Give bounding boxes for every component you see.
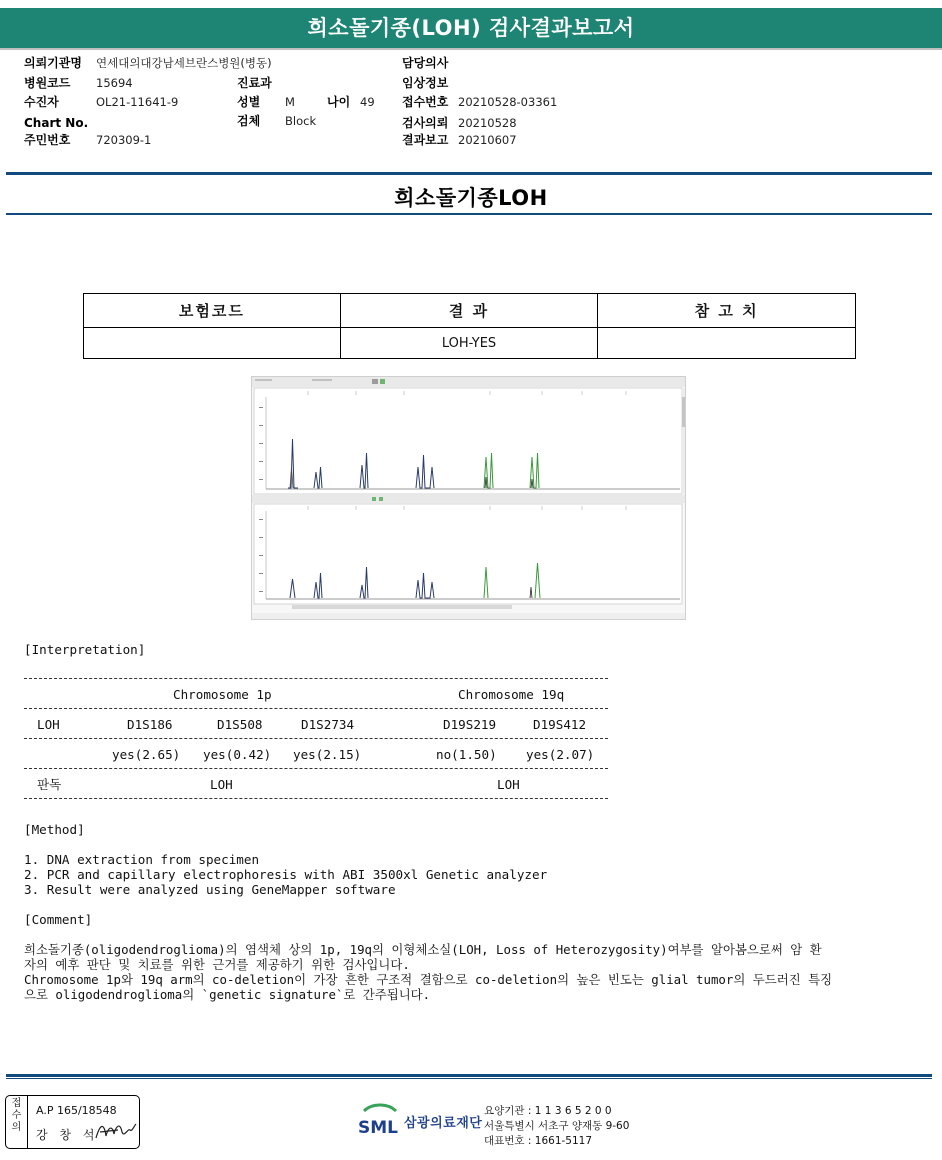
- method-item: 2. PCR and capillary electrophoresis with ABI 3500xl Genetic analyzer: [24, 867, 548, 882]
- report-title: 희소돌기종(LOH) 검사결과보고서: [0, 8, 942, 48]
- marker-d1s186: D1S186: [127, 717, 173, 732]
- marker-d19s412: D19S412: [533, 717, 587, 732]
- chromosome-19q-header: Chromosome 19q: [458, 687, 565, 702]
- interpretation-divider: [24, 708, 608, 709]
- method-heading: [Method]: [24, 822, 85, 837]
- result-table-header: [84, 294, 856, 328]
- resident-no-label: 주민번호: [24, 133, 71, 147]
- interpretation-heading: [Interpretation]: [24, 642, 146, 657]
- reference-cell: [598, 328, 856, 359]
- patient-label: 수진자: [24, 95, 59, 109]
- result-cell: LOH-YES: [340, 328, 598, 359]
- marker-d1s2734: D1S2734: [301, 717, 355, 732]
- verdict-1p: LOH: [210, 777, 233, 792]
- age-label: 나이: [327, 95, 351, 109]
- comment-line: 희소돌기종(oligodendroglioma)의 염색체 상의 1p, 19q의 이형체소실(LOH, Loss of Heterozygosity)여부를 알아봄으로써 암 환: [24, 942, 822, 957]
- footer-rule: [6, 1074, 932, 1077]
- title-divider: [0, 48, 942, 50]
- patient-value: OL21-11641-9: [96, 95, 179, 109]
- result-table-row: [84, 328, 856, 359]
- hospital-code-value: 15694: [96, 76, 133, 90]
- reference-header: 참 고 치: [598, 294, 856, 328]
- specimen-value: Block: [285, 114, 317, 128]
- ap-number: A.P 165/18548: [36, 1104, 117, 1117]
- specimen-label: 검체: [237, 114, 261, 128]
- signature-side-label: [6, 1096, 28, 1148]
- organization-name: 삼광의료재단: [404, 1116, 483, 1131]
- receipt-no-label: 접수번호: [402, 95, 449, 109]
- receipt-no-value: 20210528-03361: [458, 95, 558, 109]
- address: 서울특별시 서초구 양재동 9-60: [484, 1120, 630, 1132]
- value-d1s2734: yes(2.15): [293, 747, 362, 762]
- institution-value: 연세대의대강남세브란스병원(병동): [96, 56, 272, 70]
- interpretation-divider: [24, 678, 608, 679]
- clinical-info-label: 임상정보: [402, 76, 449, 90]
- doctor-label: 담당의사: [402, 56, 449, 70]
- comment-line: 으로 oligodendroglioma의 `genetic signature`로 간주됩니다.: [24, 987, 431, 1002]
- insurance-code-header: 보험코드: [84, 294, 341, 328]
- verdict-label: 판독: [37, 777, 62, 792]
- report-date-label: 결과보고: [402, 133, 449, 147]
- method-item: 1. DNA extraction from specimen: [24, 852, 260, 867]
- phone-number: 대표번호 : 1661-5117: [484, 1135, 593, 1147]
- age-value: 49: [360, 95, 375, 109]
- sml-logo-icon: [356, 1101, 404, 1141]
- request-date-value: 20210528: [458, 116, 517, 130]
- result-table: [83, 293, 856, 359]
- interpretation-divider: [24, 798, 608, 799]
- section-rule-bottom: [6, 213, 932, 215]
- institution-code: 요양기관 : 1 1 3 6 5 2 0 0: [484, 1105, 612, 1117]
- method-item: 3. Result were analyzed using GeneMapper software: [24, 882, 396, 897]
- test-title: 희소돌기종LOH: [394, 186, 548, 210]
- value-d19s412: yes(2.07): [526, 747, 595, 762]
- footer-rule-thin: [6, 1078, 932, 1079]
- value-d1s508: yes(0.42): [203, 747, 272, 762]
- loh-row-label: LOH: [37, 717, 60, 732]
- signer-name: 강 창 석: [36, 1128, 99, 1142]
- verdict-19q: LOH: [497, 777, 520, 792]
- institution-label: 의뢰기관명: [24, 56, 82, 70]
- interpretation-divider: [24, 768, 608, 769]
- resident-no-value: 720309-1: [96, 133, 152, 147]
- side-char: 의: [11, 1122, 22, 1133]
- department-label: 진료과: [237, 76, 272, 90]
- signature-box: [5, 1095, 140, 1149]
- handwritten-signature: [94, 1118, 138, 1144]
- sex-label: 성별: [237, 95, 261, 109]
- electropherogram-image: [251, 376, 686, 620]
- comment-line: Chromosome 1p와 19q arm의 co-deletion이 가장 흔한 구조적 결함으로 co-deletion의 높은 빈도는 glial tumor의 두드러진 특징: [24, 972, 833, 987]
- marker-d19s219: D19S219: [443, 717, 497, 732]
- hospital-code-label: 병원코드: [24, 76, 71, 90]
- insurance-code-cell: [84, 328, 341, 359]
- sex-value: M: [285, 95, 295, 109]
- value-d19s219: no(1.50): [436, 747, 497, 762]
- side-char: 접: [11, 1098, 22, 1109]
- comment-heading: [Comment]: [24, 912, 93, 927]
- request-date-label: 검사의뢰: [402, 116, 449, 130]
- marker-d1s508: D1S508: [217, 717, 263, 732]
- value-d1s186: yes(2.65): [112, 747, 181, 762]
- chromosome-1p-header: Chromosome 1p: [173, 687, 272, 702]
- svg-text:SML: SML: [358, 1118, 398, 1138]
- result-header: 결 과: [340, 294, 598, 328]
- side-char: 수: [11, 1110, 22, 1121]
- comment-line: 자의 예후 판단 및 치료를 위한 근거를 제공하기 위한 검사입니다.: [24, 957, 410, 972]
- report-date-value: 20210607: [458, 133, 517, 147]
- interpretation-divider: [24, 738, 608, 739]
- section-rule-top: [6, 172, 932, 175]
- chart-no-label: Chart No.: [24, 116, 89, 130]
